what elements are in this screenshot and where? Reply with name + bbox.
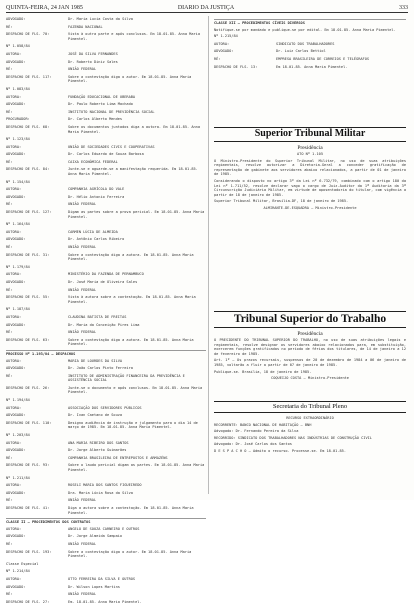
entry-field-label: AUTORA: [6,576,22,581]
entry-field-label: ADVOGADO: [214,49,234,54]
entry-field-label: ADVOGADO: [6,534,26,539]
process-entry [6,441,206,446]
entry-field-value: Dr. Ivan Caetano de Souza [68,413,123,418]
entry-field-label: Nº 1.203/84 [6,433,30,438]
entry-field-label: RÉ: [6,159,13,164]
entry-field-value: Dr. Maria da Conceição Pires Lima [68,322,140,327]
entry-field-label: ADVOGADO: [6,194,26,199]
entry-field-value: OTTO FERREIRA DA SILVA E OUTROS [68,576,136,581]
process-entry [6,491,206,496]
entry-field-value: INSTITUTO DE ADMINISTRAÇÃO FINANCEIRA DA PREVIDÊNCIA E ASSISTÊNCIA SOCIAL [68,373,185,383]
entry-field-label: ADVOGADO: [6,279,26,284]
tst-paragraph: COQUEIJO COSTA — Ministro-Presidente [271,376,349,381]
tst-subtitle: Presidência [214,331,406,337]
process-entry [6,307,206,312]
entry-field-value [68,87,206,92]
entry-field-label: RÉ: [6,202,13,207]
entry-field-label: AUTORA: [214,41,230,46]
process-entry [6,562,206,567]
left-column [6,17,206,604]
entry-field-value: Dr. Jorge Almeida Sampaio [68,534,123,539]
process-entry [6,315,206,320]
entry-field-label: DESPACHO DE FLS. 41: [6,505,50,510]
entry-field-label: AUTORA: [6,440,22,445]
process-entry [6,230,206,235]
entry-field-label: ADVOGADO: [6,490,26,495]
secretaria-text-block [214,416,406,496]
entry-field-value: CARMEN LÚCIA DE ALMEIDA [68,229,118,234]
entry-field-label: DESPACHO DE FLS. 84: [6,167,50,172]
entry-field-value [68,222,206,227]
process-entry [6,180,206,185]
entry-field-label: DESPACHO DE FLS. 26: [6,385,50,390]
process-entry [6,542,206,547]
entry-field-label: DESPACHO DE FLS. 70: [6,32,50,37]
entry-field-value: CAIXA ECONÔMICA FEDERAL [68,159,118,164]
process-entry [6,506,206,515]
entry-field-value: Junte-se o documento e após conclusos. Em 18.01.85. Anna Maria Pimentel. [68,385,203,395]
process-entry [6,75,206,84]
entry-field-value: UNIÃO FEDERAL [68,202,97,207]
entry-field-label: RÉ: [6,592,13,597]
tst-paragraph: Publique-se. Brasília, 18 de janeiro de 1985. [214,369,312,374]
entry-field-label: AUTORA: [6,51,22,56]
process-entry [6,52,206,57]
entry-field-label: RÉ: [214,56,221,61]
process-entry [6,288,206,293]
entry-field-value: ROSELI MARIA DOS SANTOS FIGUEIREDO [68,483,142,488]
entry-field-label: RÉ: [6,498,13,503]
entry-field-label: DESPACHO DE FLS. 117: [6,74,52,79]
entry-field-label: AUTORA: [6,358,22,363]
process-entry [6,145,206,150]
entry-field-label: Nº 1.194/84 [6,398,30,403]
entry-field-label: ADVOGADO: [6,102,26,107]
process-entry [6,32,206,41]
process-entry [6,398,206,403]
entry-field-label: DESPACHO DE FLS. 93: [6,463,50,468]
entry-field-label: AUTORA: [6,144,22,149]
entry-field-label: RÉ: [6,455,13,460]
entry-field-label: RÉ: [6,330,13,335]
entry-field-value [276,34,406,39]
process-entry [6,245,206,250]
entry-field-label: RÉ: [6,24,13,29]
entry-field-label: ADVOGADO: [6,237,26,242]
entry-field-value [68,180,206,185]
entry-field-value [68,433,206,438]
process-entry [214,57,406,62]
process-entry [6,577,206,582]
entry-field-value: Dr. Carlos Eduardo de Souza Barbosa [68,152,144,157]
entry-field-label: RÉ: [6,541,13,546]
entry-field-value: Dr. Roberto Diniz Sales [68,59,118,64]
entry-field-value: Dr. Antônio Carlos Ribeiro [68,237,125,242]
process-entry [6,592,206,597]
entry-field-label: RÉ: [6,67,13,72]
entry-field-value: EMPRESA BRASILEIRA DE CORREIOS E TELÉGRAFOS [276,56,370,61]
process-entry [6,87,206,92]
process-entry [6,585,206,590]
entry-field-value: UNIÃO DE SOCIEDADES CIVIS E COOPERATIVAS [68,144,155,149]
process-entry [6,456,206,461]
entry-field-label: DESPACHO DE FLS. 13: [214,64,258,69]
entry-field-value: Dra. Maria Lúcia Rosa da Silva [68,490,133,495]
right-top-entries [214,34,406,69]
entry-field-value: FAZENDA NACIONAL [68,24,103,29]
stm-banner: Superior Tribunal Militar [214,127,406,142]
entry-field-value: Dr. Maria Lucia Costa da Silva [68,17,133,21]
process-entry [6,95,206,100]
entry-field-label: AUTORA: [6,314,22,319]
process-entry [6,386,206,395]
process-entry [6,323,206,328]
entry-field-value [68,137,206,142]
process-entry [6,265,206,270]
entry-field-value: Vista à outra parte e após conclusos. Em 18.01.85. Anna Maria Pimentel. [68,32,200,41]
entry-field-value: Digam as partes sobre a prova pericial. Em 18.01.85. Anna Maria Pimentel. [68,210,205,219]
process-entry [6,44,206,49]
column-divider [208,16,209,494]
entry-field-label: AUTORA: [6,483,22,488]
entry-field-value: Sobre a contestação diga o autor. Em 18.01.85. Anna Maria Pimentel. [68,74,192,84]
process-entry [6,476,206,481]
entry-field-label: AUTORA: [6,187,22,192]
entry-field-value: Dr. Wilson Lopes Martins [68,584,120,589]
process-entry [6,272,206,277]
process-entry [6,152,206,157]
entry-field-value: Junte-se e aguarde-se a manifestação requerida. Em 18.01.85. Anna Maria Pimentel. [68,167,198,177]
entry-field-value: Dr. Jorge Alberto Guimarães [68,448,127,453]
process-entry [6,498,206,503]
tst-banner: Tribunal Superior do Trabalho [214,311,406,328]
entry-field-label: DESPACHO DE FLS. 55: [6,295,50,300]
process-entry [6,167,206,176]
process-entry [6,550,206,559]
entry-field-value: Vista à autora sobre a contestação. Em 18.01.85. Anna Maria Pimentel. [68,295,196,304]
entry-field-label: ADVOGADO: [6,366,26,371]
entry-field-label: ADVOGADO: [6,152,26,157]
entry-field-value: Dr. Carlos Alberto Mendes [68,117,123,122]
secretaria-paragraph: RECURSO EXTRAORDINÁRIO [286,416,334,420]
entry-field-value [68,265,206,270]
entry-field-label: RÉ: [6,373,13,378]
entry-field-label: ADVOGADO: [6,59,26,64]
process-entry [6,600,206,604]
entry-field-value [68,562,206,567]
entry-field-value: Em 18.01.85. Anna Maria Pimentel. [276,64,348,69]
entry-field-value: JOSÉ DA SILVA FERNANDES [68,51,118,56]
process-entry [6,210,206,219]
entry-field-value: Em. 18.01.85. Anna Maria Pimentel. [68,599,142,604]
stm-subtitle: Presidência [214,145,406,151]
stm-paragraph: ALMIRANTE-DE-ESQUADRA — Ministro-Presidente [263,205,357,210]
entry-field-value: UNIÃO FEDERAL [68,330,97,335]
secretaria-paragraph: Advogado: Dr. Fernando Pereira da Silva [214,429,299,434]
process-entry [6,17,206,22]
entry-field-value: MINISTÉRIO DA FAZENDA DE PERNAMBUCO [68,272,144,277]
process-entry [6,187,206,192]
entry-field-label: Nº 1.164/84 [6,222,30,227]
entry-field-label: Nº 1.214/84 [6,569,30,574]
entry-field-value: CLAUDINA BATISTA DE FREITAS [68,314,127,319]
process-entry [6,102,206,107]
process-entry [6,483,206,488]
entry-field-label: RÉ: [6,287,13,292]
entry-field-value: Dr. José Maria de Oliveira Sales [68,279,138,284]
process-entry [6,195,206,200]
entry-field-label: DESPACHO DE FLS. 31: [6,252,50,257]
entry-field-value: Sobre o laudo pericial digam as partes. Em 18.01.85. Anna Maria Pimentel. [68,463,205,472]
process-entry [6,25,206,30]
entry-field-value: UNIÃO FEDERAL [68,541,97,546]
entry-field-value: Dr. Hélio Antonio Ferreira [68,194,125,199]
process-entry [6,117,206,122]
entry-field-value: Diga a autora sobre a contestação. Em 18.01.85. Anna Maria Pimentel. [68,505,194,515]
entry-field-label: Classe Especial [6,561,39,566]
entry-field-value: UNIÃO FEDERAL [68,498,97,503]
entry-field-label: DESPACHO DE FLS. 63: [6,337,50,342]
process-entry [6,534,206,539]
process-entry [6,253,206,262]
entry-field-value [68,476,206,481]
process-entry [6,366,206,371]
entry-field-label: AUTORA: [6,405,22,410]
process-entry [214,65,406,70]
entry-field-value: Sobre a contestação diga a autora. Em 18.01.85. Anna Maria Pimentel. [68,337,194,347]
entry-field-value: Sobre a contestação diga o autor. Em 18.01.85. Anna Maria Pimentel. [68,549,192,559]
process-entry [6,448,206,453]
entry-field-label: RÉ: [6,109,13,114]
process-entry [6,569,206,574]
left-section-heading: PROCESSO Nº 1.193/84 — DESPACHOS [6,350,206,357]
entry-field-label: AUTORA: [6,272,22,277]
tst-text-block [214,338,406,399]
tst-paragraph: O PRESIDENTE DO TRIBUNAL SUPERIOR DO TRABALHO, no uso de suas atribuições legais e regimentais, resolve designar os servidores abaixo relacionados para, em substituição, exercerem funções gratificadas no período de férias dos titulares, de 14 de janeiro a 12 de fevereiro de 1985. [214,338,406,356]
header-date: QUINTA-FEIRA, 24 JAN 1985 [6,5,83,11]
stm-text-block [214,152,406,309]
entry-field-label: ADVOGADO: [6,584,26,589]
process-entry [6,237,206,242]
entry-field-value [68,44,206,49]
process-entry [6,406,206,411]
process-entry [6,280,206,285]
process-entry [6,374,206,383]
process-entry [6,359,206,364]
process-entry [6,330,206,335]
stm-paragraph: O Ministro-Presidente do Superior Tribunal Militar, no uso de suas atribuições regimentais, resolve autorizar a Diretoria-Geral a conceder gratificação de representação de gabinete aos servidores abaixo relacionados, a partir de 01 de janeiro de 1985. [214,158,406,177]
entry-field-value: ANGELO DE SOUZA CARNEIRO E OUTROS [68,526,140,531]
process-entry [6,413,206,418]
process-entry [6,295,206,304]
entry-field-value: SINDICATO DOS TRABALHADORES [276,41,335,46]
entry-field-value: Designo audiência de instrução e julgamento para o dia 14 de março de 1985. Em 18.01.85. Anna Maria Pimentel. [68,420,198,430]
entry-field-value [68,307,206,312]
process-entry [6,202,206,207]
process-entry [214,49,406,54]
entry-field-value: UNIÃO FEDERAL [68,592,97,597]
entry-field-value [68,569,206,574]
entry-field-value [68,398,206,403]
process-entry [6,137,206,142]
entry-field-label: DESPACHO DE FLS. 68: [6,124,50,129]
process-entry [214,34,406,39]
tst-paragraph: Art. 1º — Os prazos recursais, suspensos de 20 de dezembro de 1984 a 06 de janeiro de 1985, voltarão a fluir a partir de 07 de janeiro de 1985. [214,358,406,367]
entry-field-label: PROCURADOR: [6,117,30,122]
header-journal-title: DIARIO DA JUSTIÇA [177,5,235,11]
entry-field-label: AUTORA: [6,526,22,531]
process-entry [6,338,206,347]
secretaria-paragraph: D E S P A C H O — Admito o recurso. Processe-se. Em 18.01.85. [214,448,346,453]
stm-paragraph: Considerando o disposto no artigo 3º da Lei nº 6.732/79, combinado com o artigo 180 da Lei nº 1.711/52, resolve declarar vago o cargo de Juiz-Auditor da 1ª Auditoria da 3ª Circunscrição Judiciária Militar, em virtude de aposentadoria do titular, com vigência a partir de 18 de janeiro de 1985. [214,178,406,197]
process-entry [6,125,206,134]
left-section-heading-2: CLASSE II — PROCEDIMENTOS DOS CONTRATOS [6,518,206,525]
process-entry [6,110,206,115]
secretaria-paragraph: Advogado: Dr. José Carlos dos Santos [214,442,292,447]
header-page-number: 333 [399,5,408,11]
entry-field-label: AUTORA: [6,229,22,234]
entry-field-value: Dr. João Carlos Pinto Ferreira [68,366,133,371]
entry-field-label: Nº 1.154/84 [6,179,30,184]
entry-field-value: UNIÃO FEDERAL [68,67,97,72]
right-top-section: CLASSE XII — PROCEDIMENTOS CÍVEIS DIVERSOS [214,19,406,26]
entry-field-label: DESPACHO DE FLS. 127: [6,210,52,215]
process-entry [6,463,206,472]
process-entry [214,42,406,47]
right-top-block [214,17,406,125]
entry-field-value: UNIÃO FEDERAL [68,245,97,249]
entry-field-label: DESPACHO DE FLS. 27: [6,599,50,604]
process-entry [6,60,206,65]
secretaria-paragraph: RECORRIDO: SINDICATO DOS TRABALHADORES NAS INDÚSTRIAS DE CONSTRUÇÃO CIVIL [214,435,372,440]
entry-field-label: Nº 1.083/84 [6,86,30,91]
entry-field-value: Dr. Luiz Carlos Bettiol [276,49,326,54]
entry-field-label: RÉ: [6,245,13,249]
process-entry [6,222,206,227]
entry-field-value: Dr. Paulo Roberto Lima Machado [68,102,133,107]
stm-paragraph: Superior Tribunal Militar, Brasília-DF, 18 de janeiro de 1985. [214,199,349,204]
entry-field-label: Nº 1.215/84 [214,34,238,39]
entry-field-value: COMPANHIA AGRÍCOLA DO VALE [68,187,125,192]
entry-field-label: Nº 1.179/84 [6,264,30,269]
entry-field-value: UNIÃO FEDERAL [68,287,97,292]
process-entry [6,433,206,438]
process-entry [6,160,206,165]
secretaria-banner: Secretaria do Tribunal Pleno [214,401,406,413]
entry-field-value: Sobre os documentos juntados diga a autora. Em 18.01.85. Anna Maria Pimentel. [68,124,200,134]
entry-field-label: Nº 1.058/84 [6,44,30,49]
entry-field-label: AUTORA: [6,94,22,99]
entry-field-label: DESPACHO DE FLS. 110: [6,420,52,425]
entry-field-value: FUNDAÇÃO EDUCACIONAL DE UBERABA [68,94,136,99]
secretaria-paragraph: RECORRENTE: BANCO NACIONAL DE HABITAÇÃO — BNH [214,422,312,427]
stm-paragraph: ATO Nº 1.105 [297,152,323,156]
entry-field-value: ANA MARIA RIBEIRO DOS SANTOS [68,440,129,445]
right-top-para: Notifique-se por mandado e publique-se por edital. Em 18.01.85. Anna Maria Pimentel. [214,27,396,32]
entry-field-label: ADVOGADO: [6,448,26,453]
entry-field-label: Nº 1.211/84 [6,475,30,480]
entry-field-value: Sobre a contestação diga a autora. Em 18.01.85. Anna Maria Pimentel. [68,252,194,262]
entry-field-value: INSTITUTO NACIONAL DE PREVIDÊNCIA SOCIAL [68,109,155,114]
entry-field-label: DESPACHO DE FLS. 193: [6,549,52,554]
entry-field-label: ADVOGADO: [6,413,26,418]
entry-field-label: ADVOGADO: [6,322,26,327]
process-entry [6,67,206,72]
entry-field-value: COMPANHIA BRASILEIRA DE ENTREPOSTOS E ARMAZÉNS [68,455,168,460]
entry-field-label: Nº 1.123/84 [6,137,30,142]
process-entry [6,421,206,430]
process-entry [6,527,206,532]
page-header [6,4,408,13]
entry-field-value: MARIA DE LOURDES DA SILVA [68,358,123,363]
entry-field-label: Nº 1.187/84 [6,307,30,312]
entry-field-label: ADVOGADO: [6,17,26,21]
entry-field-value: ASSOCIAÇÃO DOS SERVIDORES PÚBLICOS [68,405,142,410]
